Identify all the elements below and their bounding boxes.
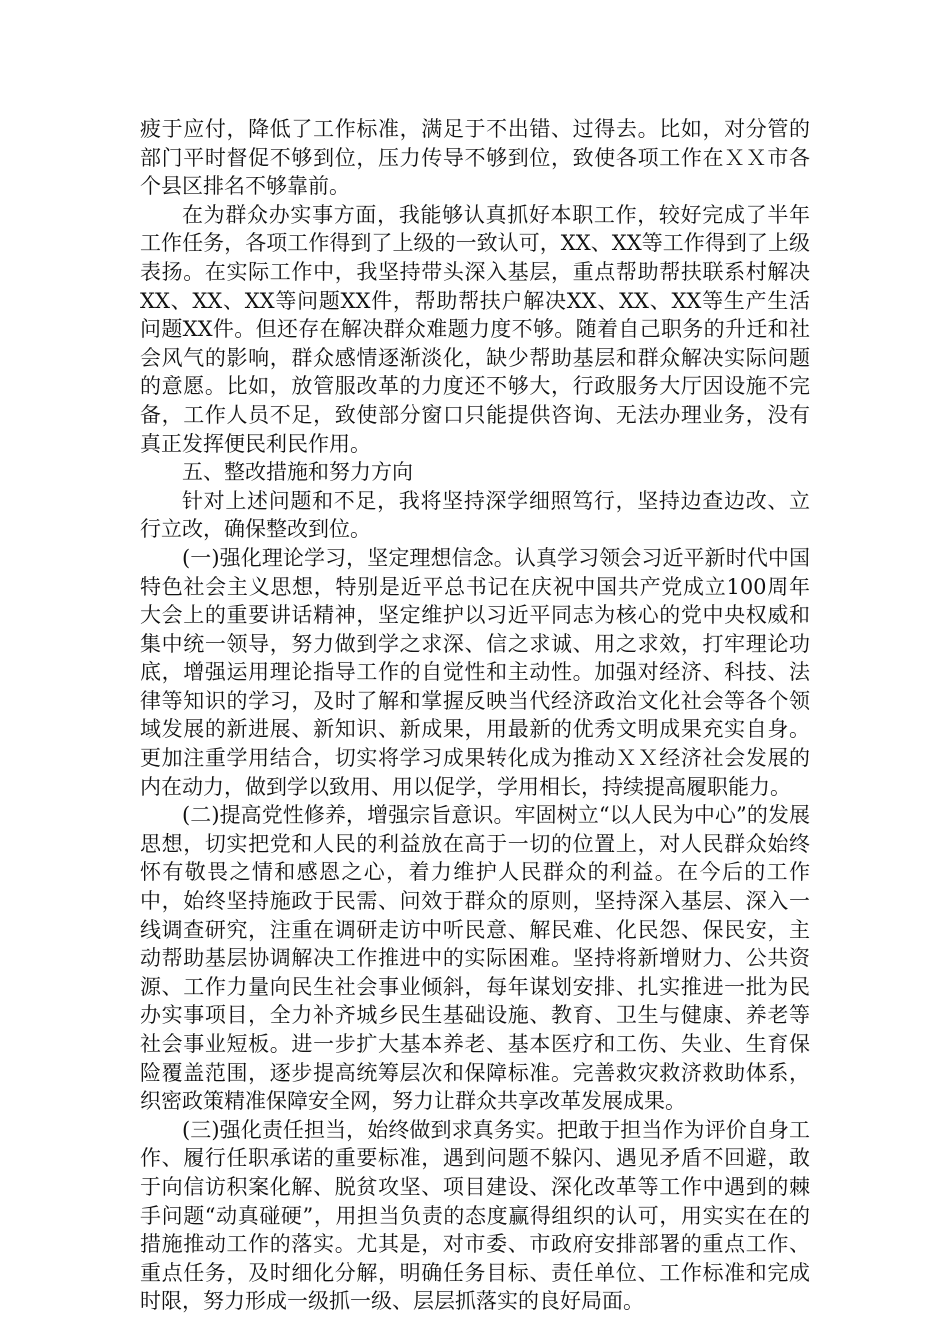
document-body (140, 115, 810, 1316)
paragraph-responsibility: (三)强化责任担当，始终做到求真务实。把敢于担当作为评价自身工作、履行任职承诺的重要标准，遇到问题不躲闪、遇见矛盾不回避，敢于向信访积案化解、脱贫攻坚、项目建设、深化改革等工作中遇到的棘手问题“动真碰硬”，用担当负责的态度赢得组织的认可，用实实在在的措施推动工作的落实。尤其是，对市委、市政府安排部署的重点工作、重点任务，及时细化分解，明确任务目标、责任单位、工作标准和完成时限，努力形成一级抓一级、层层抓落实的良好局面。 (140, 1117, 810, 1314)
paragraph-party-spirit: (二)提高党性修养，增强宗旨意识。牢固树立“以人民为中心”的发展思想，切实把党和人民的利益放在高于一切的位置上，对人民群众始终怀有敬畏之情和感恩之心，着力维护人民群众的利益。在今后的工作中，始终坚持施政于民需、问效于群众的原则，坚持深入基层、深入一线调查研究，注重在调研走访中听民意、解民难、化民怨、保民安，主动帮助基层协调解决工作推进中的实际困难。坚持将新增财力、公共资源、工作力量向民生社会事业倾斜，每年谋划安排、扎实推进一批为民办实事项目，全力补齐城乡民生基础设施、教育、卫生与健康、养老等社会事业短板。进一步扩大基本养老、基本医疗和工伤、失业、生育保险覆盖范围，逐步提高统筹层次和保障标准。完善救灾救济救助体系，织密政策精准保障安全网，努力让群众共享改革发展成果。 (140, 803, 810, 1114)
paragraph-continuation: 疲于应付，降低了工作标准，满足于不出错、过得去。比如，对分管的部门平时督促不够到位，压力传导不够到位，致使各项工作在ＸＸ市各个县区排名不够靠前。 (140, 117, 810, 199)
section-heading-rectification: 五、整改措施和努力方向 (182, 460, 413, 485)
paragraph-mass-work: 在为群众办实事方面，我能够认真抓好本职工作，较好完成了半年工作任务，各项工作得到了上级的一致认可，XX、XX等工作得到了上级表扬。在实际工作中，我坚持带头深入基层，重点帮助帮扶联系村解决XX、XX、XX等问题XX件，帮助帮扶户解决XX、XX、XX等生产生活问题XX件。但还存在解决群众难题力度不够。随着自己职务的升迁和社会风气的影响，群众感情逐渐淡化，缺少帮助基层和群众解决实际问题的意愿。比如，放管服改革的力度还不够大，行政服务大厅因设施不完备，工作人员不足，致使部分窗口只能提供咨询、无法办理业务，没有真正发挥便民利民作用。 (140, 202, 810, 456)
paragraph-theory-study: (一)强化理论学习，坚定理想信念。认真学习领会习近平新时代中国特色社会主义思想，特别是近平总书记在庆祝中国共产党成立100周年大会上的重要讲话精神，坚定维护以习近平同志为核心的党中央权威和集中统一领导，努力做到学之求深、信之求诚、用之求效，打牢理论功底，增强运用理论指导工作的自觉性和主动性。加强对经济、科技、法律等知识的学习，及时了解和掌握反映当代经济政治文化社会等各个领域发展的新进展、新知识、新成果，用最新的优秀文明成果充实自身。更加注重学用结合，切实将学习成果转化成为推动ＸＸ经济社会发展的内在动力，做到学以致用、用以促学，学用相长，持续提高履职能力。 (140, 545, 810, 799)
paragraph-intro: 针对上述问题和不足，我将坚持深学细照笃行，坚持边查边改、立行立改，确保整改到位。 (140, 488, 810, 542)
